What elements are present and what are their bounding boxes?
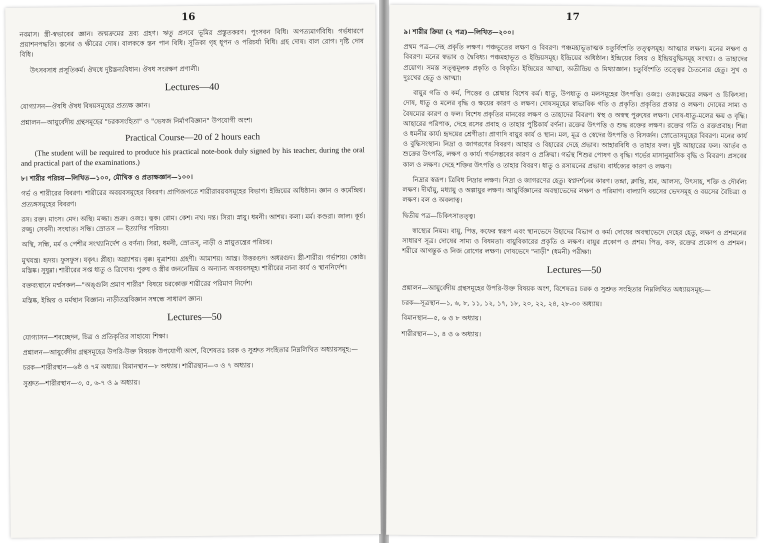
- page-number: 17: [565, 11, 580, 24]
- page-body: [19, 26, 367, 393]
- practical-heading: Practical Course—20 of 2 hours each: [125, 131, 261, 143]
- paragraph: দ্বিতীয় পত্র—চিকিৎসাতত্ত্ব।: [402, 211, 476, 220]
- paragraph: মস্তিষ্ক, ইন্দ্রিয় ও মর্মস্থান বিজ্ঞান। নাড়ীতন্ত্রবিজ্ঞান সম্বন্ধে সাধারণ জ্ঞান।: [22, 295, 203, 306]
- paragraph: উৎসবসাধ প্রসূতিকর্ম। ঔষধে দুষ্টস্তন্যবিধান। ঔষধ সংরক্ষণ প্রণালী।: [29, 64, 200, 75]
- english-note: (The student will be required to produce his practical note-book duly signed by his teacher, during the oral and practical part of the examinations.): [20, 144, 365, 168]
- paragraph: স্বাস্থ্যের নিয়ম। বায়ু, পিত্ত, কফের স্বরূপ এবং স্থানভেদে উহাদের বিভাগ ও কর্ম। দোষের অবস্থাভেদে দেহের হেতু, লক্ষণ ও প্রশমনের সাধারণ সূত্র। দোষের সাম্য ও বিষমতা। বায়ুবিকারের প্রকৃতি ও লক্ষণ। বায়ুর প্রকোপ ও প্রশম। পিত্ত, কফ, রক্তের প্রকোপ ও প্রশমন। শরীরে আগন্তুক ও নিজ রোগের লক্ষণ। দোষভেদে "নাড়ী" (ধমনী) পরীক্ষা।: [402, 226, 747, 257]
- section-heading: Lectures—50: [546, 265, 602, 277]
- paragraph: প্রথম পত্র—দেহ প্রকৃতি লক্ষণ। পঞ্চভূতের লক্ষণ ও বিবরণ। পঞ্চমহাভূতাত্মক চতুর্বিংশতি তত্ত্বসমূহ। আত্মার লক্ষণ। মনের লক্ষণ ও বিবরণ। মনের স্বভাব ও দ্বৈবিধ্য। পঞ্চমহাভূত ও ইন্দ্রিয়সমূহ। ইন্দ্রিয়ের অধিষ্ঠান। ইন্দ্রিয়ের বিষয় ও ইন্দ্রিয়বুদ্ধিসমূহ সংখ্যা। ও তাহাদের প্রয়োগ। সমস্ত সত্ত্বমূলক প্রকৃতি ও বিকৃতি। ইন্দ্রিয়ের আত্মা, অতীন্দ্রিয় ও মিথ্যাজ্ঞান। চতুর্বিংশতি তত্ত্বের চৈতন্যের হেতু। সুখ ও দুঃখের হেতু ও আত্মা।: [403, 43, 748, 83]
- subject-heading: ৮। শারীর পরিচয়—লিখিত—১০০, মৌখিক ও প্রত্যক্ষজ্ঞান—১০০।: [20, 173, 193, 184]
- paragraph: চরক—সূত্রস্থান—১, ৬, ৮, ১১, ১২, ১৭, ১৮, ২০, ২২, ২৪, ২৮-৩০ অধ্যায়।: [401, 298, 602, 309]
- paragraph: নিদ্রার স্বরূপ। ত্রিবিধ নিদ্রার লক্ষণ। নিদ্রা ও জাগরণের হেতু। স্বপ্নদর্শনের কারণ। তন্দ্রা, ক্লান্তি, শ্রম, আলস্য, উৎসাহ, শক্তি ও দৌর্বল্য লক্ষণ। দীর্ঘায়ু, মধ্যায়ু ও অল্পায়ুর লক্ষণ। আয়ুর্বিজ্ঞানের অবস্থাভেদের লক্ষণ ও পরিমাণ। বাল্যাদি বয়সের ভেদসমূহ ও বয়সের বৈচিত্র্য ও লক্ষণ। বল ও অবলাত্ব।: [402, 175, 747, 205]
- paragraph: নবমাস। স্ত্রী-স্বভাবের জ্ঞান। জন্মক্রমের দ্রব্য গ্রহণ। ঋতু প্রসবে ভূমির প্রস্তুতকরণ। পুংসবন বিধি। অপত্যমার্গবিধি। গর্ভধারণে প্রয়াশনপদ্ধতি। স্তনের ও ক্ষীরের দোষ। বালককে স্তন পান বিধি। সূতিকা গৃহ ধূপন ও পরিচর্যা বিধি। গ্রহ দোষ। বাল রোগ। দৃষ্টি দোষ বিধি।: [19, 27, 364, 60]
- paragraph: মুখযন্ত্র। হৃদয়। ফুসফুস। যকৃৎ। প্লীহা। অগ্ন্যাশয়। বৃক্ক। মূত্রাশয়। গ্রহণী। আমাশয়। আন্ত্র। উত্তরগুদ। অধরগুদ। স্ত্রী-শারীর। গর্ভাশয়। কোষ্ঠ। মস্তিষ্ক। সুষুম্না। শারীরের সপ্ত ধাতু ও ত্রিদোষ। পুরুষ ও স্ত্রীর জননেন্দ্রিয় ও অন্যান্য অবয়বসমূহ। শারীরের নানা কার্য ও স্থাননির্দেশ।: [21, 252, 366, 275]
- paragraph: প্রশ্নালন—আয়ুর্বেদীয় গ্রন্থসমূহের উপরি-উক্ত বিষয়ক উপযোগী অংশ, বিশেষতঃ চরক ও সুশ্রুত সংহিতার নিম্নলিখিত অধ্যায়সমূহ:—: [22, 345, 358, 357]
- paragraph: প্রশ্নালন—আয়ুর্বেদীয় গ্রন্থসমূহের উপরি-উক্ত বিষয়ক অংশ, বিশেষতঃ চরক ও সুশ্রুত সংহিতার নিম্নলিখিত অধ্যায়সমূহ:—: [401, 283, 711, 294]
- paragraph: চরক—শারীরস্থান—৬ষ্ঠ ও ৭ম অধ্যায়। বিমানস্থান—৮ অধ্যায়। শারীরস্থান—৩ ও ৭ অধ্যায়।: [22, 361, 254, 373]
- paragraph: বায়ুর গতি ও কর্ম, পিত্তের ও শ্লেষ্মার বিশেষ কর্ম। ধাতু, উপধাতু ও মলসমূহের উৎপত্তি। ওজঃ। ওজঃক্ষয়ের লক্ষণ ও চিকিৎসা। দোষ, ধাতু ও মলের বৃদ্ধি ও ক্ষয়ের কারণ ও লক্ষণ। দোষসমূহের স্বাভাবিক গতি ও প্রকৃতি। প্রকৃতির প্রকার ও লক্ষণ। দোষের সাম্য ও বৈষম্যের কারণ ও ফল। বিশেষ প্রকৃতির মানবের লক্ষণ ও তাহাদের বিবরণ। স্বস্থ ও অস্বস্থ পুরুষের লক্ষণ। দোষ-ধাতু-মলের ক্ষয় ও বৃদ্ধি। আহারের পরিপাক, দেহে রসের প্রবাহ ও তাহার পুষ্টিকার্য বর্ণনা। রক্তের উৎপত্তি ও শুদ্ধ রক্তের লক্ষণ। রক্তের গতি ও রক্তপ্রবাহ। শিরা ও ধমনীর কার্য। হৃদয়ের শ্রেণীতা। প্রাণাদি বায়ুর কার্য ও স্থান। মল, মূত্র ও স্বেদের উৎপত্তি ও বিসর্জন। স্রোতোসমূহের বিবরণ। মনের কার্য ও বুদ্ধিসংস্থান। নিদ্রা ও জাগরণের বিবরণ। আহার ও বিহারের দেহে প্রভাব। আহারবিধি ও তাহার ফল। দুষ্ট আহারের ফল। আর্তব ও শুক্রের উৎপত্তি, লক্ষণ ও কার্য। গর্ভসম্ভবের কারণ ও প্রক্রিয়া। গর্ভস্থ শিশুর পোষণ ও বৃদ্ধি। গর্ভের মাসানুমাসিক বৃদ্ধি ও বিবরণ। প্রসবের কাল ও লক্ষণ। দেহে শক্তির উৎপত্তি ও তাহার বিবরণ। ধাতু ও রসায়নের প্রভাব। বার্ধক্যের কারণ ও লক্ষণ।: [402, 88, 748, 171]
- right-page: [386, 5, 760, 538]
- paragraph: শারীরস্থান—১, ৪ ও ৬ অধ্যায়।: [401, 329, 482, 338]
- section-heading: Lectures—50: [167, 312, 222, 324]
- paragraph: অস্থি, সন্ধি, মর্ম ও পেশীর সংখ্যানির্দেশ ও বর্ণনা। সিরা, ধমনী, স্রোতস্, নাড়ী ও স্নায়ুতন্ত্রের পরিচয়।: [21, 238, 273, 250]
- paragraph: প্রশ্নালন—আয়ুর্বেদীয় গ্রন্থসমূহের "চরকসংহিতা" ও "ভেষজ নির্মাণবিজ্ঞান" উপযোগী অংশ।: [20, 115, 253, 127]
- paragraph: যোগ্যাসন—শবচ্ছেদন, চিত্র ও প্রতিকৃতির সাহায্যে শিক্ষা।: [22, 332, 168, 342]
- page-body: [401, 27, 747, 346]
- page-number: 16: [181, 11, 196, 24]
- paragraph: সুশ্রুত—শারীরস্থান—৩, ৫, ৬-৭ ও ৯ অধ্যায়।: [23, 378, 140, 388]
- paragraph: বক্তব্যস্থানে মর্ম্মসকল—"অঙ্গুলি প্রমাণ শারীর" বিষয়ে চরকোক্ত শারীরের পরিমাণ নির্দেশ।: [22, 279, 253, 290]
- left-page: [5, 4, 381, 538]
- paragraph: বিমানস্থান—৫, ৬ ও ৮ অধ্যায়।: [401, 314, 482, 323]
- paragraph: গর্ভ ও শারীরের বিবরণ। শারীরের অবয়বসমূহের বিবরণ। প্রাণিজগতে শারীরাবয়বসমূহের বিভাগ। ইন্দ্রিয়ের অধিষ্ঠান। জ্ঞান ও কর্মেন্দ্রিয়। প্রত্যঙ্গসমূহের বিবরণ।: [21, 186, 366, 209]
- paragraph: যোগ্যাসন—ঔষধি ঔষধ বিষয়সমূহের প্রত্যক্ষ জ্ঞান।: [20, 101, 150, 112]
- section-heading: Lectures—40: [164, 81, 220, 94]
- subject-heading: ৯। শারীর ক্রিয়া (২ পত্র)—লিখিত—২০০।: [403, 27, 514, 37]
- paragraph: রস। রক্ত। মাংস। মেদ। অস্থি। মজ্জা। শুক্র। ওজঃ। ত্বক। রোম। কেশ। নখ। দন্ত। সিরা। স্নায়ু। ধমনী। আশয়। কলা। মর্ম। কণ্ডরা। জাল। কূর্চ। রজ্জু। সেবনী। সংঘাত। সন্ধি। স্রোতস — ইত্যাদির পরিচয়।: [21, 212, 366, 234]
